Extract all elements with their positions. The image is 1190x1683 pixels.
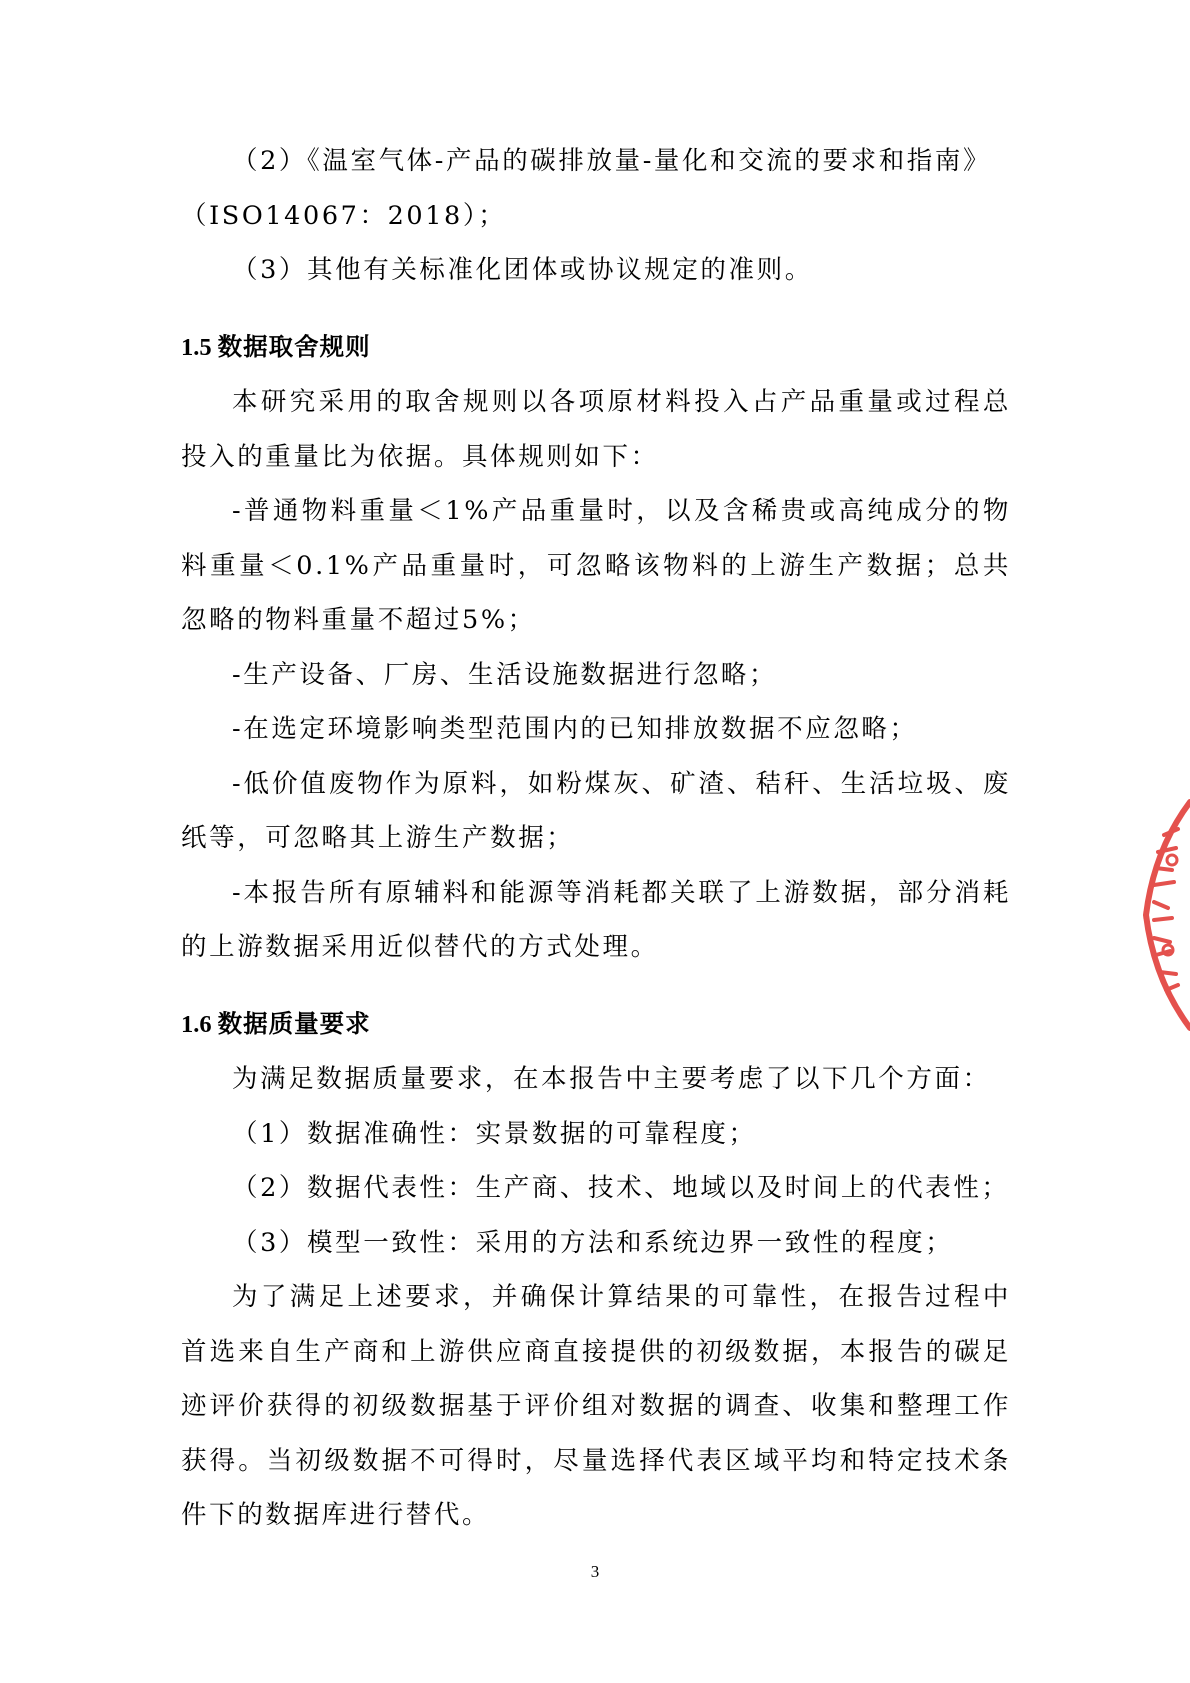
page-number: 3 — [590, 1562, 600, 1581]
paragraph-quality-representativeness: （2）数据代表性：生产商、技术、地域以及时间上的代表性； — [232, 1173, 1010, 1203]
paragraph-quality-conclusion: 为了满足上述要求，并确保计算结果的可靠性，在报告过程中首选来自生产商和上游供应商直接提供的初级数据，本报告的碳足迹评价获得的初级数据基于评价组对数据的调查、收集和整理工作获得。当初级数据不可得时，尽量选择代表区域平均和特定技术条件下的数据库进行替代。 — [181, 1282, 1011, 1530]
section-heading-1-6 — [181, 997, 1011, 1053]
paragraph-quality-accuracy: （1）数据准确性：实景数据的可靠程度； — [232, 1118, 757, 1149]
paragraph-cutoff-basis: 本研究采用的取舍规则以各项原材料投入占产品重量或过程总投入的重量比为依据。具体规则如下： — [181, 387, 1011, 472]
section-title: 数据质量要求 — [217, 1008, 371, 1038]
paragraph-cutoff-rule-3: -在选定环境影响类型范围内的已知排放数据不应忽略； — [232, 714, 918, 744]
section-number: 1.6 — [181, 1010, 212, 1038]
paragraph-standard-iso14067-code: （ISO14067：2018）； — [181, 200, 507, 231]
section-heading-1-5 — [181, 320, 1011, 376]
paragraph-cutoff-rule-1: -普通物料重量＜1%产品重量时，以及含稀贵或高纯成分的物料重量＜0.1%产品重量时，可忽略该物料的上游生产数据；总共忽略的物料重量不超过5%； — [181, 496, 1011, 635]
seal-stamp-icon — [1124, 790, 1190, 1040]
section-number: 1.5 — [181, 333, 212, 361]
paragraph-cutoff-rule-2: -生产设备、厂房、生活设施数据进行忽略； — [232, 659, 778, 690]
paragraph-quality-intro: 为满足数据质量要求，在本报告中主要考虑了以下几个方面： — [232, 1064, 991, 1094]
paragraph-cutoff-rule-5: -本报告所有原辅料和能源等消耗都关联了上游数据，部分消耗的上游数据采用近似替代的方式处理。 — [181, 877, 1011, 962]
paragraph-cutoff-rule-4: -低价值废物作为原料，如粉煤灰、矿渣、秸秆、生活垃圾、废纸等，可忽略其上游生产数据； — [181, 768, 1011, 853]
paragraph-quality-consistency: （3）模型一致性：采用的方法和系统边界一致性的程度； — [232, 1227, 954, 1258]
paragraph-other-standards: （3）其他有关标准化团体或协议规定的准则。 — [232, 255, 813, 285]
paragraph-standard-iso14067: （2）《温室气体-产品的碳排放量-量化和交流的要求和指南》 — [232, 146, 992, 176]
section-title: 数据取舍规则 — [217, 331, 371, 361]
document-body — [181, 134, 1011, 1543]
